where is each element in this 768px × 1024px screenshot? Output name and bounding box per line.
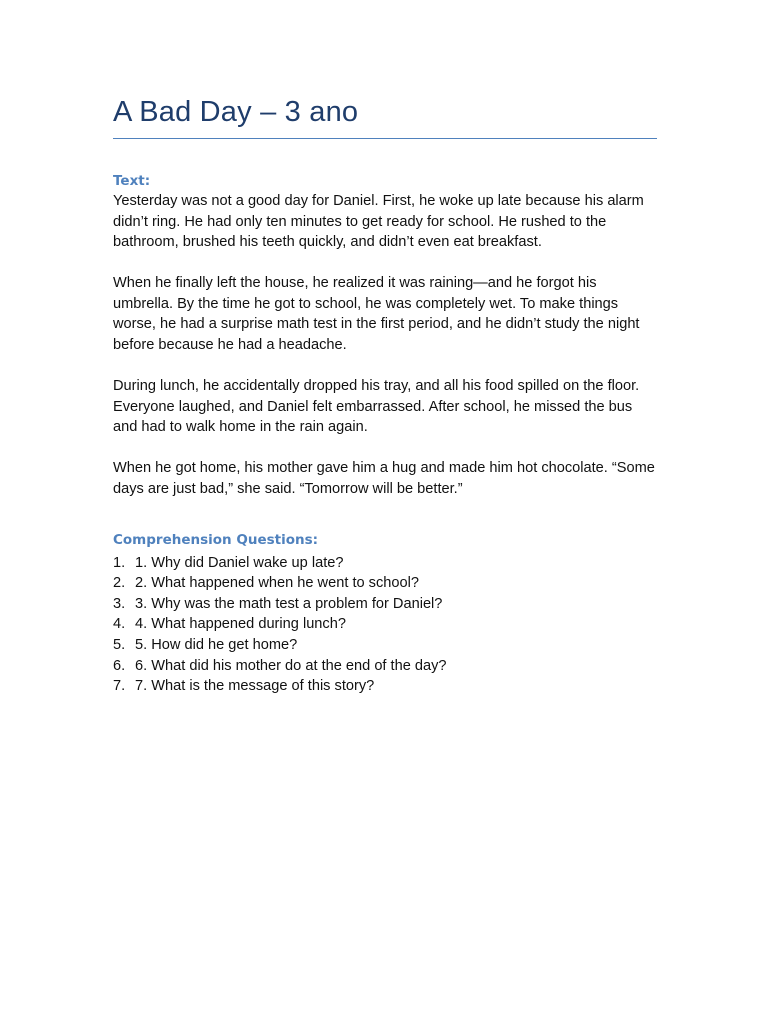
question-item-4 <box>113 614 657 635</box>
text-heading: Text: <box>113 173 151 189</box>
question-text: 4. What happened during lunch? <box>135 616 346 633</box>
document-body <box>113 90 657 697</box>
story-paragraph-3: During lunch, he accidentally dropped his tray, and all his food spilled on the floor. Everyone laughed, and Daniel felt embarrassed. After school, he missed the bus and had to walk home in the rain again. <box>113 378 640 436</box>
story-text <box>113 191 657 500</box>
questions-list <box>113 553 657 697</box>
story-paragraph-4: When he got home, his mother gave him a hug and made him hot chocolate. “Some days are just bad,” she said. “Tomorrow will be better.” <box>113 460 655 498</box>
question-text: 2. What happened when he went to school? <box>135 575 419 592</box>
question-item-1 <box>113 553 657 574</box>
question-item-6 <box>113 656 657 677</box>
question-text: 5. How did he get home? <box>135 637 298 653</box>
question-number: 3. <box>113 595 126 612</box>
title-underline <box>113 138 657 139</box>
question-number: 2. <box>113 575 126 592</box>
question-text: 6. What did his mother do at the end of the day? <box>135 657 447 674</box>
question-item-3 <box>113 594 657 615</box>
story-paragraph-1: Yesterday was not a good day for Daniel. First, he woke up late because his alarm didn’t ring. He had only ten minutes to get ready for school. He rushed to the bathroom, brushed his teeth quickly, and didn’t even eat breakfast. <box>113 193 644 251</box>
story-paragraph-2: When he finally left the house, he realized it was raining—and he forgot his umbrella. By the time he got to school, he was completely wet. To make things worse, he had a surprise math test in the first period, and he didn’t study the night before because he had a headache. <box>113 275 640 354</box>
question-number: 5. <box>113 637 126 653</box>
question-text: 1. Why did Daniel wake up late? <box>135 554 344 571</box>
question-item-7 <box>113 676 657 697</box>
question-number: 7. <box>113 678 126 695</box>
question-text: 3. Why was the math test a problem for Daniel? <box>135 595 443 612</box>
question-text: 7. What is the message of this story? <box>135 678 375 695</box>
question-number: 6. <box>113 657 126 674</box>
question-item-5 <box>113 635 657 656</box>
document-title: A Bad Day – 3 ano <box>113 96 359 128</box>
question-item-2 <box>113 573 657 594</box>
questions-heading: Comprehension Questions: <box>113 531 319 548</box>
question-number: 1. <box>113 554 126 571</box>
question-number: 4. <box>113 616 126 633</box>
